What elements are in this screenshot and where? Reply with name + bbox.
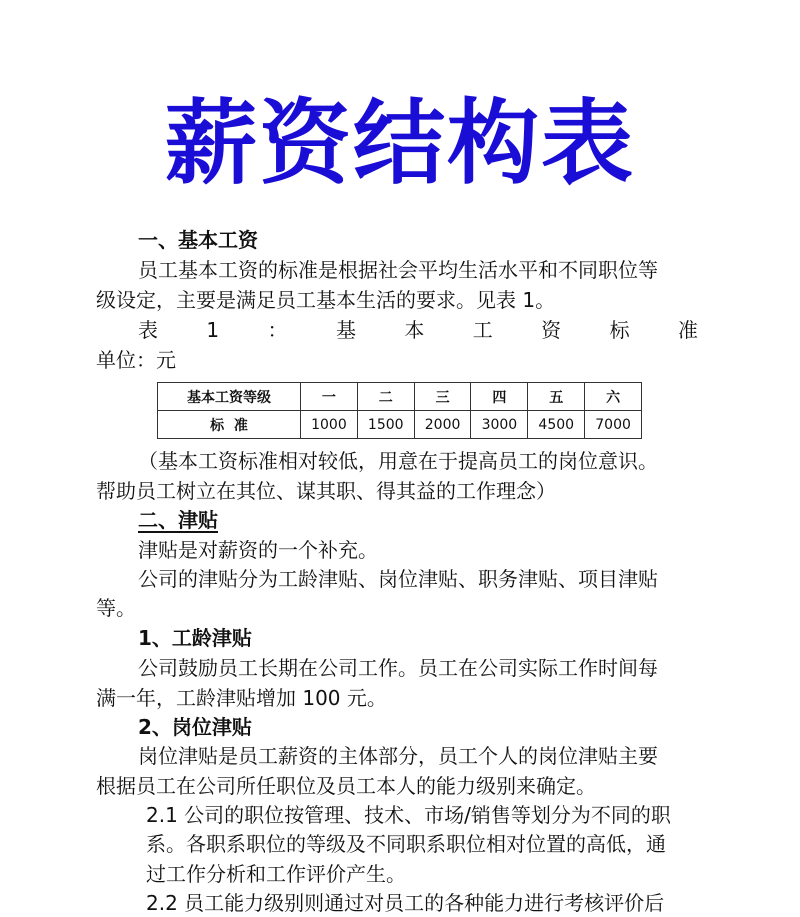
table-caption-char: 标: [609, 318, 630, 342]
paragraph-line: 津贴是对薪资的一个补充。: [138, 538, 378, 562]
value-cell: 4500: [528, 411, 585, 439]
level-cell: 一: [301, 383, 358, 411]
list-item-line: 2.1 公司的职位按管理、技术、市场/销售等划分为不同的职: [146, 803, 671, 827]
note-line: （基本工资标准相对较低，用意在于提高员工的岗位意识。: [138, 449, 658, 473]
paragraph-line: 公司鼓励员工长期在公司工作。员工在公司实际工作时间每: [138, 656, 658, 680]
level-cell: 三: [414, 383, 471, 411]
paragraph-line: 等。: [96, 596, 136, 620]
list-item-line: 系。各职系职位的等级及不同职系职位相对位置的高低，通: [146, 832, 666, 856]
paragraph-line: 岗位津贴是员工薪资的主体部分，员工个人的岗位津贴主要: [138, 744, 658, 768]
value-cell: 1000: [301, 411, 358, 439]
value-cell: 7000: [585, 411, 642, 439]
unit-label: 单位：元: [96, 348, 176, 372]
list-item-line: 2.2 员工能力级别则通过对员工的各种能力进行考核评价后: [146, 891, 665, 915]
subsection-heading-position: 2、岗位津贴: [138, 715, 252, 739]
table-row-label: 标 准: [158, 411, 301, 439]
table-caption-char: 资: [541, 318, 562, 342]
list-item-line: 过工作分析和工作评价产生。: [146, 862, 406, 886]
value-cell: 1500: [357, 411, 414, 439]
table-header-label: 基本工资等级: [158, 383, 301, 411]
paragraph-line: 根据员工在公司所任职位及员工本人的能力级别来确定。: [96, 774, 596, 798]
table-caption-char: 基: [335, 318, 356, 342]
value-cell: 2000: [414, 411, 471, 439]
table-caption-char: 准: [677, 318, 698, 342]
section-heading-allowance: 二、津贴: [138, 508, 218, 532]
table-header-row: [158, 383, 642, 411]
value-cell: 3000: [471, 411, 528, 439]
paragraph-line: 级设定，主要是满足员工基本生活的要求。见表 1。: [96, 288, 556, 312]
table-caption: [138, 316, 698, 344]
table-caption-char: 1: [206, 318, 220, 342]
note-line: 帮助员工树立在其位、谋其职、得其益的工作理念）: [96, 479, 556, 503]
table-caption-char: 本: [404, 318, 425, 342]
level-cell: 二: [357, 383, 414, 411]
document-title: 薪资结构表: [164, 90, 635, 197]
paragraph-line: 员工基本工资的标准是根据社会平均生活水平和不同职位等: [138, 258, 658, 282]
table-row: [158, 411, 642, 439]
table-caption-char: ：: [267, 318, 288, 342]
section-heading-basic-salary: 一、基本工资: [138, 228, 258, 252]
paragraph-line: 满一年，工龄津贴增加 100 元。: [96, 686, 387, 710]
basic-salary-table: [157, 382, 642, 439]
level-cell: 五: [528, 383, 585, 411]
subsection-heading-seniority: 1、工龄津贴: [138, 626, 252, 650]
table-caption-char: 表: [138, 318, 158, 342]
level-cell: 四: [471, 383, 528, 411]
paragraph-line: 公司的津贴分为工龄津贴、岗位津贴、职务津贴、项目津贴: [138, 567, 658, 591]
level-cell: 六: [585, 383, 642, 411]
table-caption-char: 工: [472, 318, 493, 342]
